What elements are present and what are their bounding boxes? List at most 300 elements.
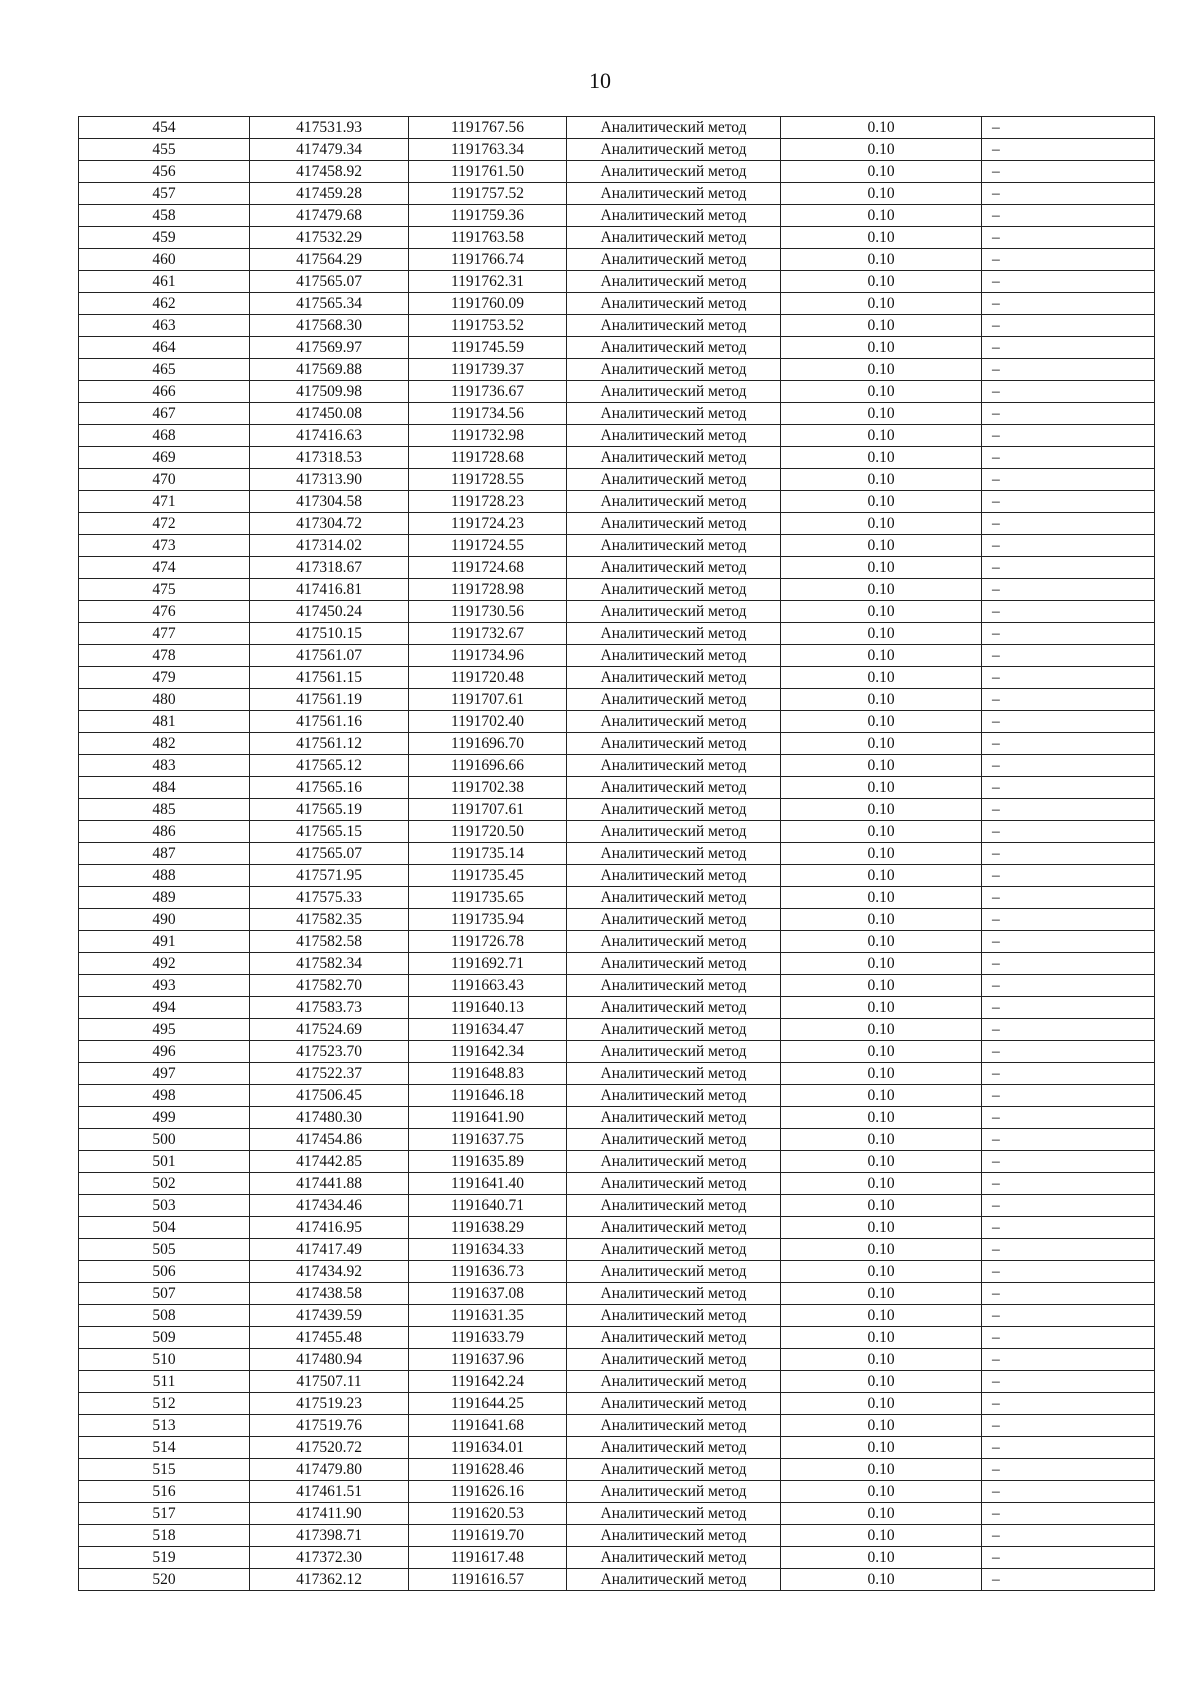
cell-x-coordinate: 417480.94 bbox=[250, 1349, 409, 1371]
cell-accuracy: 0.10 bbox=[781, 513, 982, 535]
cell-method: Аналитический метод bbox=[567, 689, 781, 711]
cell-accuracy: 0.10 bbox=[781, 843, 982, 865]
cell-y-coordinate: 1191638.29 bbox=[409, 1217, 567, 1239]
cell-y-coordinate: 1191637.08 bbox=[409, 1283, 567, 1305]
cell-x-coordinate: 417434.46 bbox=[250, 1195, 409, 1217]
table-row bbox=[79, 1151, 1155, 1173]
cell-accuracy: 0.10 bbox=[781, 1085, 982, 1107]
cell-y-coordinate: 1191702.40 bbox=[409, 711, 567, 733]
cell-x-coordinate: 417561.19 bbox=[250, 689, 409, 711]
table-row bbox=[79, 777, 1155, 799]
cell-point-number: 469 bbox=[79, 447, 250, 469]
cell-x-coordinate: 417509.98 bbox=[250, 381, 409, 403]
cell-x-coordinate: 417565.19 bbox=[250, 799, 409, 821]
cell-point-number: 480 bbox=[79, 689, 250, 711]
cell-y-coordinate: 1191739.37 bbox=[409, 359, 567, 381]
cell-method: Аналитический метод bbox=[567, 1547, 781, 1569]
cell-method: Аналитический метод bbox=[567, 447, 781, 469]
cell-point-number: 506 bbox=[79, 1261, 250, 1283]
table-row bbox=[79, 491, 1155, 513]
cell-accuracy: 0.10 bbox=[781, 381, 982, 403]
cell-y-coordinate: 1191760.09 bbox=[409, 293, 567, 315]
cell-accuracy: 0.10 bbox=[781, 557, 982, 579]
cell-method: Аналитический метод bbox=[567, 1305, 781, 1327]
cell-y-coordinate: 1191767.56 bbox=[409, 117, 567, 139]
cell-note: – bbox=[982, 1019, 1155, 1041]
cell-x-coordinate: 417519.76 bbox=[250, 1415, 409, 1437]
table-row bbox=[79, 755, 1155, 777]
cell-note: – bbox=[982, 733, 1155, 755]
cell-x-coordinate: 417531.93 bbox=[250, 117, 409, 139]
cell-accuracy: 0.10 bbox=[781, 1547, 982, 1569]
cell-y-coordinate: 1191637.75 bbox=[409, 1129, 567, 1151]
cell-point-number: 497 bbox=[79, 1063, 250, 1085]
cell-accuracy: 0.10 bbox=[781, 821, 982, 843]
cell-x-coordinate: 417524.69 bbox=[250, 1019, 409, 1041]
cell-accuracy: 0.10 bbox=[781, 161, 982, 183]
table-row bbox=[79, 205, 1155, 227]
cell-y-coordinate: 1191761.50 bbox=[409, 161, 567, 183]
cell-note: – bbox=[982, 1327, 1155, 1349]
cell-note: – bbox=[982, 183, 1155, 205]
cell-y-coordinate: 1191724.55 bbox=[409, 535, 567, 557]
cell-note: – bbox=[982, 1459, 1155, 1481]
cell-point-number: 467 bbox=[79, 403, 250, 425]
cell-note: – bbox=[982, 161, 1155, 183]
cell-x-coordinate: 417304.58 bbox=[250, 491, 409, 513]
table-row bbox=[79, 1327, 1155, 1349]
table-row bbox=[79, 1217, 1155, 1239]
cell-note: – bbox=[982, 1217, 1155, 1239]
cell-point-number: 510 bbox=[79, 1349, 250, 1371]
cell-note: – bbox=[982, 1349, 1155, 1371]
cell-method: Аналитический метод bbox=[567, 931, 781, 953]
cell-point-number: 476 bbox=[79, 601, 250, 623]
cell-method: Аналитический метод bbox=[567, 1283, 781, 1305]
cell-point-number: 508 bbox=[79, 1305, 250, 1327]
table-row bbox=[79, 1305, 1155, 1327]
cell-y-coordinate: 1191633.79 bbox=[409, 1327, 567, 1349]
cell-accuracy: 0.10 bbox=[781, 183, 982, 205]
cell-point-number: 465 bbox=[79, 359, 250, 381]
cell-accuracy: 0.10 bbox=[781, 711, 982, 733]
cell-method: Аналитический метод bbox=[567, 1503, 781, 1525]
cell-y-coordinate: 1191663.43 bbox=[409, 975, 567, 997]
cell-method: Аналитический метод bbox=[567, 1129, 781, 1151]
cell-y-coordinate: 1191735.45 bbox=[409, 865, 567, 887]
cell-accuracy: 0.10 bbox=[781, 1107, 982, 1129]
cell-note: – bbox=[982, 623, 1155, 645]
table-row bbox=[79, 117, 1155, 139]
cell-accuracy: 0.10 bbox=[781, 1371, 982, 1393]
cell-y-coordinate: 1191637.96 bbox=[409, 1349, 567, 1371]
cell-x-coordinate: 417507.11 bbox=[250, 1371, 409, 1393]
cell-y-coordinate: 1191734.56 bbox=[409, 403, 567, 425]
cell-x-coordinate: 417441.88 bbox=[250, 1173, 409, 1195]
table-row bbox=[79, 1019, 1155, 1041]
cell-note: – bbox=[982, 711, 1155, 733]
cell-note: – bbox=[982, 271, 1155, 293]
cell-x-coordinate: 417479.34 bbox=[250, 139, 409, 161]
cell-accuracy: 0.10 bbox=[781, 1239, 982, 1261]
cell-accuracy: 0.10 bbox=[781, 1305, 982, 1327]
cell-x-coordinate: 417318.53 bbox=[250, 447, 409, 469]
cell-y-coordinate: 1191636.73 bbox=[409, 1261, 567, 1283]
cell-note: – bbox=[982, 447, 1155, 469]
cell-x-coordinate: 417416.95 bbox=[250, 1217, 409, 1239]
cell-point-number: 474 bbox=[79, 557, 250, 579]
cell-y-coordinate: 1191626.16 bbox=[409, 1481, 567, 1503]
cell-point-number: 488 bbox=[79, 865, 250, 887]
cell-method: Аналитический метод bbox=[567, 337, 781, 359]
table-row bbox=[79, 513, 1155, 535]
cell-note: – bbox=[982, 931, 1155, 953]
cell-accuracy: 0.10 bbox=[781, 447, 982, 469]
table-row bbox=[79, 1063, 1155, 1085]
cell-method: Аналитический метод bbox=[567, 777, 781, 799]
cell-x-coordinate: 417582.70 bbox=[250, 975, 409, 997]
table-row bbox=[79, 1547, 1155, 1569]
cell-note: – bbox=[982, 1393, 1155, 1415]
cell-point-number: 515 bbox=[79, 1459, 250, 1481]
cell-point-number: 481 bbox=[79, 711, 250, 733]
cell-point-number: 459 bbox=[79, 227, 250, 249]
table-row bbox=[79, 557, 1155, 579]
cell-y-coordinate: 1191728.68 bbox=[409, 447, 567, 469]
cell-point-number: 466 bbox=[79, 381, 250, 403]
cell-method: Аналитический метод bbox=[567, 579, 781, 601]
cell-y-coordinate: 1191732.67 bbox=[409, 623, 567, 645]
cell-y-coordinate: 1191753.52 bbox=[409, 315, 567, 337]
cell-note: – bbox=[982, 425, 1155, 447]
cell-accuracy: 0.10 bbox=[781, 249, 982, 271]
cell-method: Аналитический метод bbox=[567, 161, 781, 183]
cell-x-coordinate: 417582.35 bbox=[250, 909, 409, 931]
table-row bbox=[79, 249, 1155, 271]
cell-note: – bbox=[982, 381, 1155, 403]
cell-x-coordinate: 417438.58 bbox=[250, 1283, 409, 1305]
cell-point-number: 485 bbox=[79, 799, 250, 821]
table-row bbox=[79, 1261, 1155, 1283]
cell-y-coordinate: 1191724.23 bbox=[409, 513, 567, 535]
cell-method: Аналитический метод bbox=[567, 1525, 781, 1547]
cell-accuracy: 0.10 bbox=[781, 799, 982, 821]
cell-y-coordinate: 1191728.98 bbox=[409, 579, 567, 601]
table-row bbox=[79, 1481, 1155, 1503]
cell-y-coordinate: 1191619.70 bbox=[409, 1525, 567, 1547]
cell-y-coordinate: 1191763.34 bbox=[409, 139, 567, 161]
cell-accuracy: 0.10 bbox=[781, 1151, 982, 1173]
cell-x-coordinate: 417439.59 bbox=[250, 1305, 409, 1327]
cell-x-coordinate: 417564.29 bbox=[250, 249, 409, 271]
table-row bbox=[79, 975, 1155, 997]
table-row bbox=[79, 1349, 1155, 1371]
cell-accuracy: 0.10 bbox=[781, 1525, 982, 1547]
cell-point-number: 507 bbox=[79, 1283, 250, 1305]
cell-y-coordinate: 1191634.01 bbox=[409, 1437, 567, 1459]
cell-x-coordinate: 417561.15 bbox=[250, 667, 409, 689]
cell-note: – bbox=[982, 887, 1155, 909]
table-row bbox=[79, 667, 1155, 689]
cell-note: – bbox=[982, 579, 1155, 601]
cell-method: Аналитический метод bbox=[567, 667, 781, 689]
cell-point-number: 519 bbox=[79, 1547, 250, 1569]
cell-accuracy: 0.10 bbox=[781, 1349, 982, 1371]
cell-x-coordinate: 417455.48 bbox=[250, 1327, 409, 1349]
cell-x-coordinate: 417520.72 bbox=[250, 1437, 409, 1459]
cell-note: – bbox=[982, 997, 1155, 1019]
cell-note: – bbox=[982, 469, 1155, 491]
cell-point-number: 517 bbox=[79, 1503, 250, 1525]
cell-accuracy: 0.10 bbox=[781, 645, 982, 667]
cell-x-coordinate: 417582.58 bbox=[250, 931, 409, 953]
cell-point-number: 502 bbox=[79, 1173, 250, 1195]
cell-y-coordinate: 1191648.83 bbox=[409, 1063, 567, 1085]
cell-method: Аналитический метод bbox=[567, 887, 781, 909]
table-row bbox=[79, 535, 1155, 557]
cell-method: Аналитический метод bbox=[567, 513, 781, 535]
cell-accuracy: 0.10 bbox=[781, 1283, 982, 1305]
cell-method: Аналитический метод bbox=[567, 1371, 781, 1393]
cell-x-coordinate: 417565.07 bbox=[250, 843, 409, 865]
cell-method: Аналитический метод bbox=[567, 843, 781, 865]
cell-accuracy: 0.10 bbox=[781, 205, 982, 227]
cell-x-coordinate: 417450.24 bbox=[250, 601, 409, 623]
cell-accuracy: 0.10 bbox=[781, 865, 982, 887]
table-row bbox=[79, 1129, 1155, 1151]
cell-note: – bbox=[982, 1173, 1155, 1195]
cell-y-coordinate: 1191692.71 bbox=[409, 953, 567, 975]
cell-method: Аналитический метод bbox=[567, 205, 781, 227]
cell-y-coordinate: 1191642.34 bbox=[409, 1041, 567, 1063]
cell-note: – bbox=[982, 1085, 1155, 1107]
cell-note: – bbox=[982, 667, 1155, 689]
cell-point-number: 473 bbox=[79, 535, 250, 557]
cell-x-coordinate: 417561.12 bbox=[250, 733, 409, 755]
cell-x-coordinate: 417506.45 bbox=[250, 1085, 409, 1107]
table-row bbox=[79, 623, 1155, 645]
cell-note: – bbox=[982, 315, 1155, 337]
cell-accuracy: 0.10 bbox=[781, 953, 982, 975]
cell-method: Аналитический метод bbox=[567, 1261, 781, 1283]
cell-accuracy: 0.10 bbox=[781, 733, 982, 755]
cell-y-coordinate: 1191641.40 bbox=[409, 1173, 567, 1195]
cell-accuracy: 0.10 bbox=[781, 579, 982, 601]
cell-x-coordinate: 417318.67 bbox=[250, 557, 409, 579]
cell-y-coordinate: 1191762.31 bbox=[409, 271, 567, 293]
cell-method: Аналитический метод bbox=[567, 755, 781, 777]
cell-method: Аналитический метод bbox=[567, 491, 781, 513]
cell-note: – bbox=[982, 403, 1155, 425]
cell-y-coordinate: 1191763.58 bbox=[409, 227, 567, 249]
cell-x-coordinate: 417480.30 bbox=[250, 1107, 409, 1129]
cell-point-number: 501 bbox=[79, 1151, 250, 1173]
cell-point-number: 495 bbox=[79, 1019, 250, 1041]
cell-point-number: 456 bbox=[79, 161, 250, 183]
cell-y-coordinate: 1191641.90 bbox=[409, 1107, 567, 1129]
cell-accuracy: 0.10 bbox=[781, 1041, 982, 1063]
cell-accuracy: 0.10 bbox=[781, 271, 982, 293]
cell-method: Аналитический метод bbox=[567, 1327, 781, 1349]
cell-y-coordinate: 1191646.18 bbox=[409, 1085, 567, 1107]
cell-method: Аналитический метод bbox=[567, 469, 781, 491]
cell-x-coordinate: 417565.12 bbox=[250, 755, 409, 777]
cell-y-coordinate: 1191640.13 bbox=[409, 997, 567, 1019]
cell-method: Аналитический метод bbox=[567, 953, 781, 975]
table-row bbox=[79, 997, 1155, 1019]
cell-accuracy: 0.10 bbox=[781, 1129, 982, 1151]
cell-point-number: 504 bbox=[79, 1217, 250, 1239]
table-row bbox=[79, 1393, 1155, 1415]
table-row bbox=[79, 1085, 1155, 1107]
cell-method: Аналитический метод bbox=[567, 183, 781, 205]
cell-point-number: 499 bbox=[79, 1107, 250, 1129]
cell-point-number: 477 bbox=[79, 623, 250, 645]
cell-note: – bbox=[982, 1107, 1155, 1129]
cell-point-number: 460 bbox=[79, 249, 250, 271]
cell-accuracy: 0.10 bbox=[781, 1437, 982, 1459]
cell-x-coordinate: 417532.29 bbox=[250, 227, 409, 249]
cell-y-coordinate: 1191631.35 bbox=[409, 1305, 567, 1327]
cell-y-coordinate: 1191724.68 bbox=[409, 557, 567, 579]
cell-method: Аналитический метод bbox=[567, 293, 781, 315]
cell-accuracy: 0.10 bbox=[781, 1569, 982, 1591]
cell-y-coordinate: 1191757.52 bbox=[409, 183, 567, 205]
cell-note: – bbox=[982, 1239, 1155, 1261]
cell-note: – bbox=[982, 249, 1155, 271]
cell-accuracy: 0.10 bbox=[781, 139, 982, 161]
cell-point-number: 463 bbox=[79, 315, 250, 337]
table-row bbox=[79, 403, 1155, 425]
cell-x-coordinate: 417510.15 bbox=[250, 623, 409, 645]
cell-note: – bbox=[982, 1151, 1155, 1173]
cell-point-number: 468 bbox=[79, 425, 250, 447]
table-row bbox=[79, 601, 1155, 623]
cell-accuracy: 0.10 bbox=[781, 1173, 982, 1195]
cell-note: – bbox=[982, 513, 1155, 535]
cell-y-coordinate: 1191730.56 bbox=[409, 601, 567, 623]
cell-method: Аналитический метод bbox=[567, 1239, 781, 1261]
cell-x-coordinate: 417522.37 bbox=[250, 1063, 409, 1085]
table-row bbox=[79, 645, 1155, 667]
cell-method: Аналитический метод bbox=[567, 799, 781, 821]
cell-point-number: 484 bbox=[79, 777, 250, 799]
cell-x-coordinate: 417571.95 bbox=[250, 865, 409, 887]
cell-accuracy: 0.10 bbox=[781, 1195, 982, 1217]
cell-method: Аналитический метод bbox=[567, 1041, 781, 1063]
cell-method: Аналитический метод bbox=[567, 1217, 781, 1239]
cell-accuracy: 0.10 bbox=[781, 1327, 982, 1349]
table-row bbox=[79, 1283, 1155, 1305]
cell-note: – bbox=[982, 799, 1155, 821]
cell-note: – bbox=[982, 843, 1155, 865]
cell-accuracy: 0.10 bbox=[781, 1393, 982, 1415]
cell-note: – bbox=[982, 601, 1155, 623]
cell-point-number: 505 bbox=[79, 1239, 250, 1261]
table-row bbox=[79, 1569, 1155, 1591]
cell-note: – bbox=[982, 1481, 1155, 1503]
cell-y-coordinate: 1191640.71 bbox=[409, 1195, 567, 1217]
table-row bbox=[79, 139, 1155, 161]
cell-method: Аналитический метод bbox=[567, 711, 781, 733]
table-row bbox=[79, 1041, 1155, 1063]
cell-accuracy: 0.10 bbox=[781, 601, 982, 623]
table-row bbox=[79, 183, 1155, 205]
cell-accuracy: 0.10 bbox=[781, 315, 982, 337]
cell-note: – bbox=[982, 1415, 1155, 1437]
cell-note: – bbox=[982, 909, 1155, 931]
cell-y-coordinate: 1191735.14 bbox=[409, 843, 567, 865]
cell-y-coordinate: 1191766.74 bbox=[409, 249, 567, 271]
cell-accuracy: 0.10 bbox=[781, 227, 982, 249]
cell-point-number: 475 bbox=[79, 579, 250, 601]
cell-x-coordinate: 417442.85 bbox=[250, 1151, 409, 1173]
cell-point-number: 478 bbox=[79, 645, 250, 667]
cell-note: – bbox=[982, 1195, 1155, 1217]
cell-note: – bbox=[982, 975, 1155, 997]
cell-note: – bbox=[982, 755, 1155, 777]
cell-y-coordinate: 1191732.98 bbox=[409, 425, 567, 447]
cell-method: Аналитический метод bbox=[567, 535, 781, 557]
cell-method: Аналитический метод bbox=[567, 557, 781, 579]
cell-accuracy: 0.10 bbox=[781, 337, 982, 359]
cell-point-number: 487 bbox=[79, 843, 250, 865]
table-row bbox=[79, 227, 1155, 249]
cell-x-coordinate: 417450.08 bbox=[250, 403, 409, 425]
cell-point-number: 514 bbox=[79, 1437, 250, 1459]
coordinates-table-body bbox=[79, 117, 1155, 1591]
cell-accuracy: 0.10 bbox=[781, 667, 982, 689]
table-row bbox=[79, 821, 1155, 843]
cell-method: Аналитический метод bbox=[567, 1459, 781, 1481]
cell-method: Аналитический метод bbox=[567, 1393, 781, 1415]
cell-y-coordinate: 1191745.59 bbox=[409, 337, 567, 359]
cell-point-number: 493 bbox=[79, 975, 250, 997]
cell-method: Аналитический метод bbox=[567, 403, 781, 425]
cell-point-number: 464 bbox=[79, 337, 250, 359]
table-row bbox=[79, 359, 1155, 381]
cell-point-number: 518 bbox=[79, 1525, 250, 1547]
cell-accuracy: 0.10 bbox=[781, 909, 982, 931]
cell-point-number: 509 bbox=[79, 1327, 250, 1349]
cell-note: – bbox=[982, 337, 1155, 359]
cell-x-coordinate: 417434.92 bbox=[250, 1261, 409, 1283]
cell-y-coordinate: 1191696.66 bbox=[409, 755, 567, 777]
cell-x-coordinate: 417569.88 bbox=[250, 359, 409, 381]
cell-accuracy: 0.10 bbox=[781, 535, 982, 557]
cell-x-coordinate: 417575.33 bbox=[250, 887, 409, 909]
cell-y-coordinate: 1191702.38 bbox=[409, 777, 567, 799]
cell-method: Аналитический метод bbox=[567, 601, 781, 623]
cell-note: – bbox=[982, 359, 1155, 381]
table-row bbox=[79, 293, 1155, 315]
cell-method: Аналитический метод bbox=[567, 645, 781, 667]
cell-method: Аналитический метод bbox=[567, 117, 781, 139]
cell-point-number: 496 bbox=[79, 1041, 250, 1063]
cell-accuracy: 0.10 bbox=[781, 1063, 982, 1085]
cell-x-coordinate: 417304.72 bbox=[250, 513, 409, 535]
table-row bbox=[79, 843, 1155, 865]
cell-y-coordinate: 1191617.48 bbox=[409, 1547, 567, 1569]
cell-method: Аналитический метод bbox=[567, 1151, 781, 1173]
cell-accuracy: 0.10 bbox=[781, 975, 982, 997]
cell-y-coordinate: 1191707.61 bbox=[409, 799, 567, 821]
cell-accuracy: 0.10 bbox=[781, 777, 982, 799]
cell-x-coordinate: 417461.51 bbox=[250, 1481, 409, 1503]
cell-accuracy: 0.10 bbox=[781, 469, 982, 491]
cell-note: – bbox=[982, 645, 1155, 667]
cell-y-coordinate: 1191628.46 bbox=[409, 1459, 567, 1481]
